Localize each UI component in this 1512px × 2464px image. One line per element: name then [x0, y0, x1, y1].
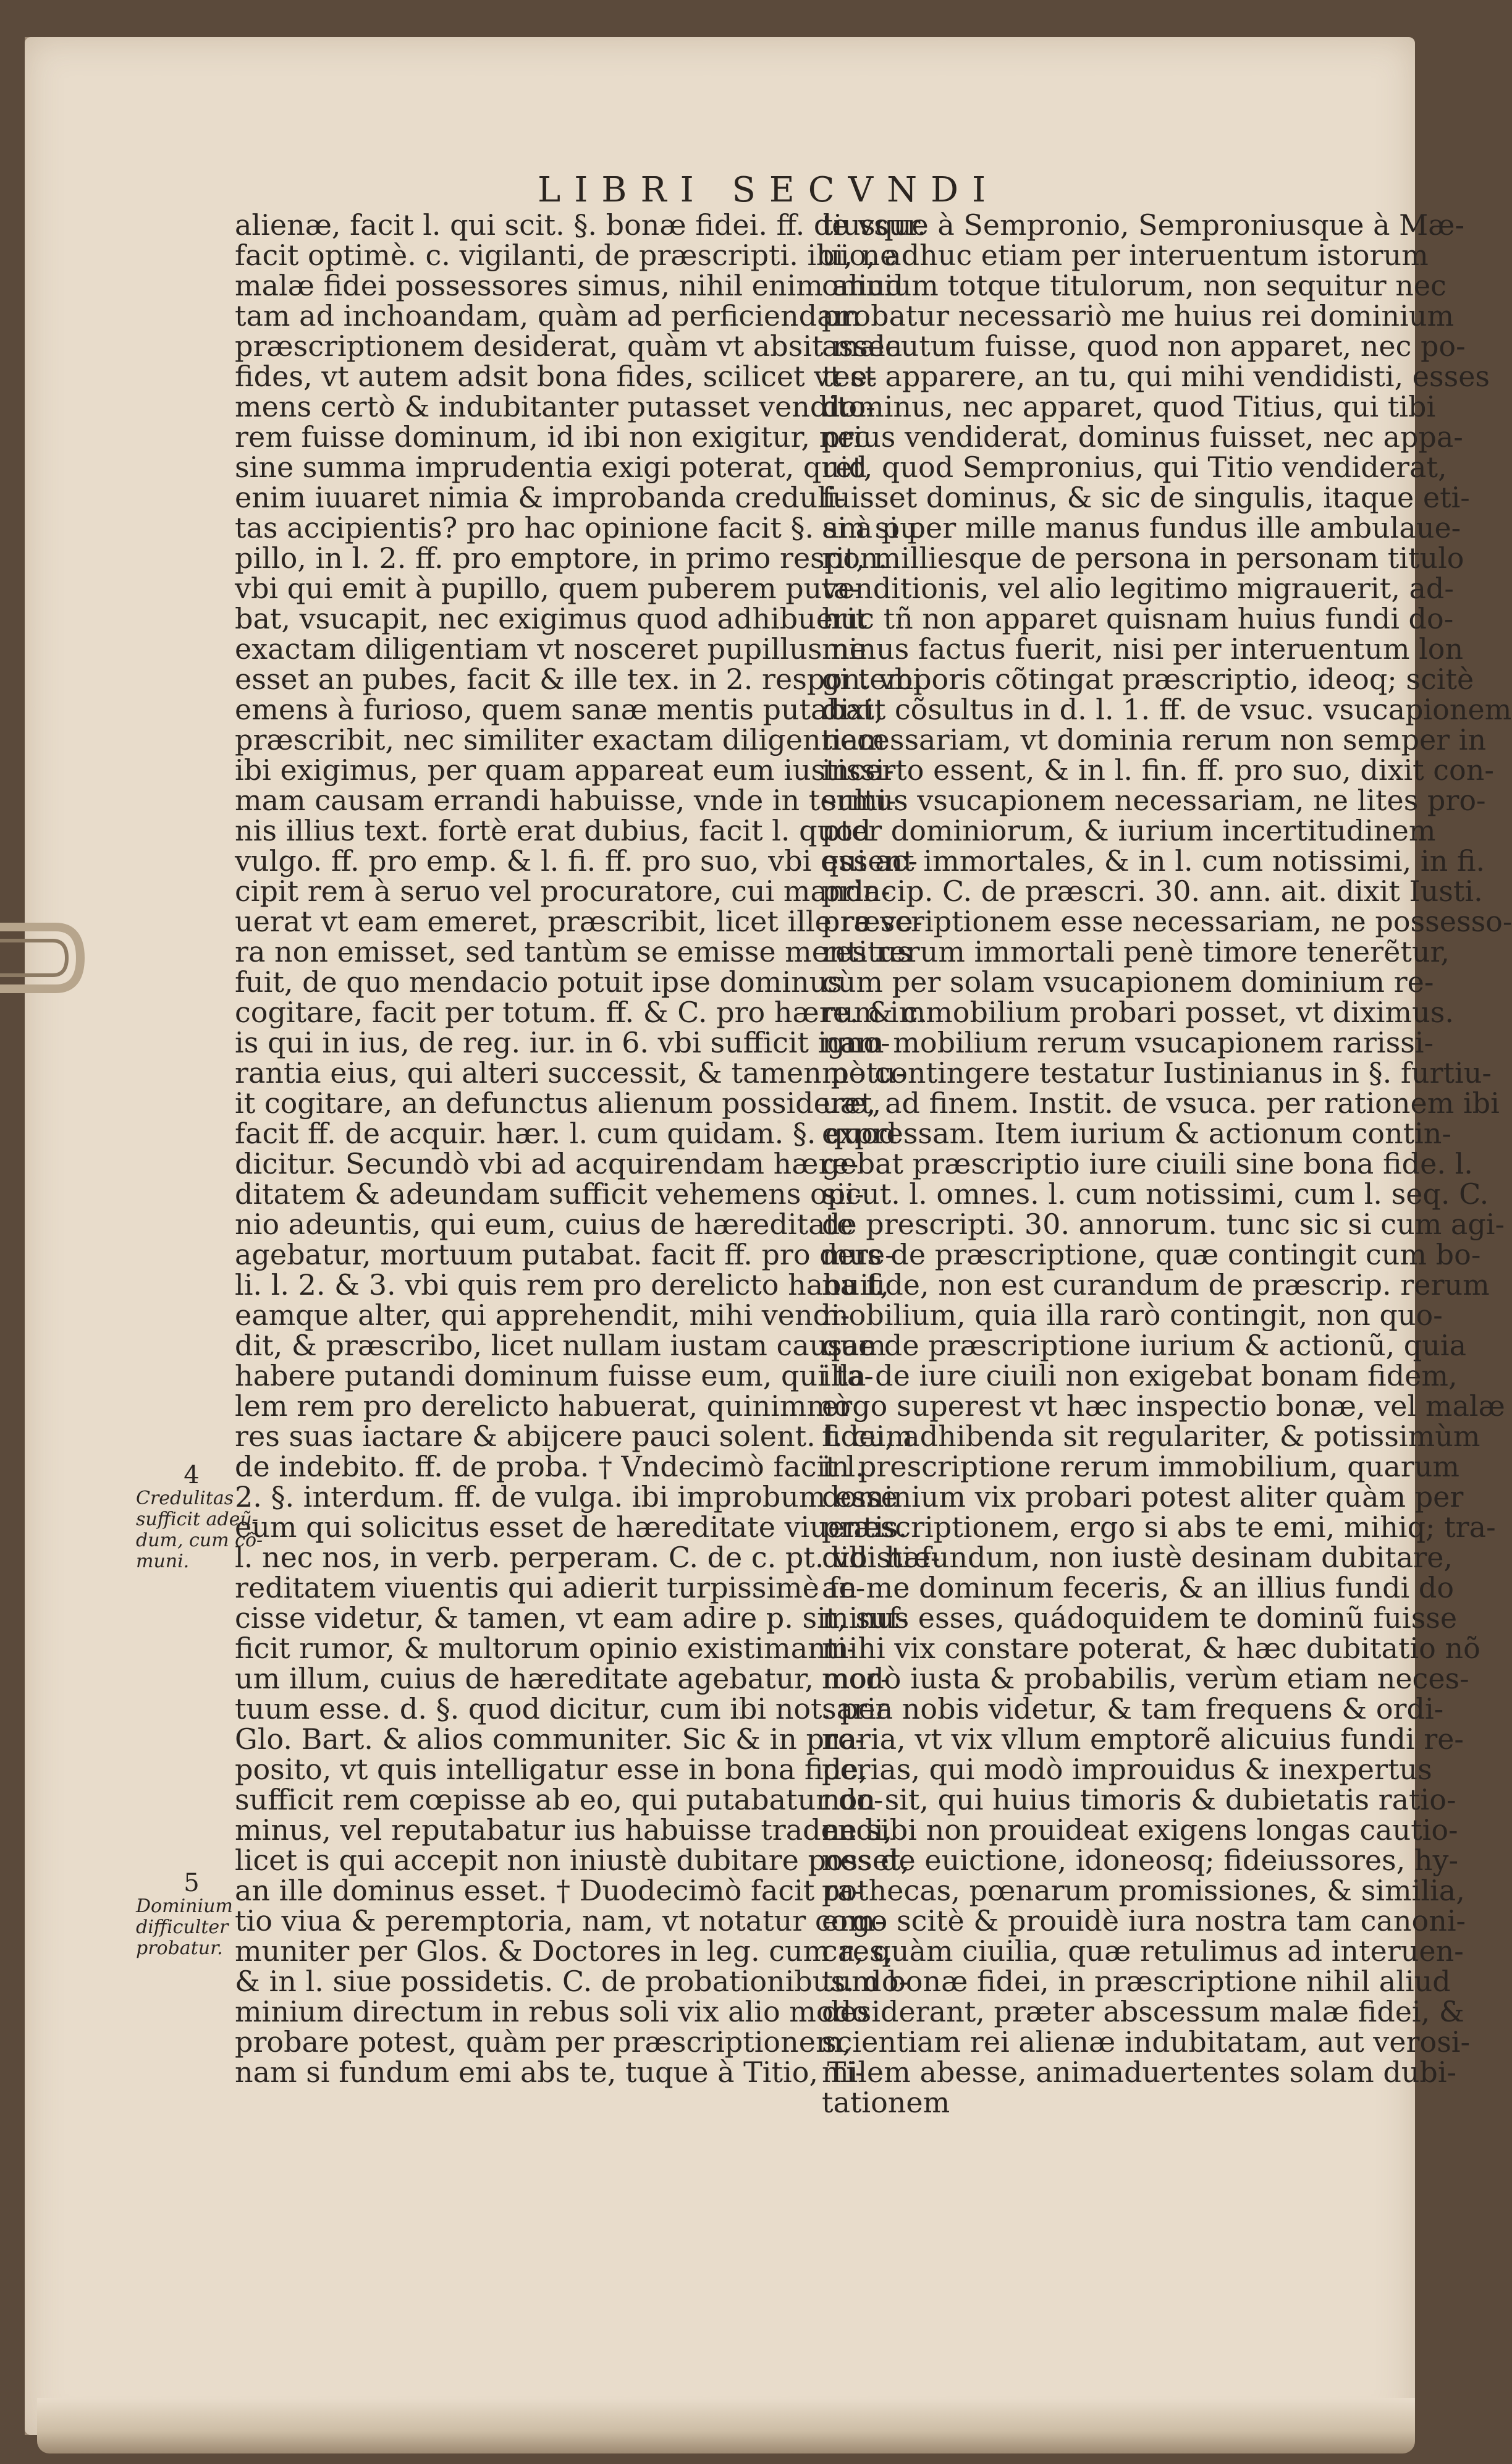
text-line: præscribit, nec similiter exactam diligentiam — [235, 723, 885, 756]
text-line: cùm per solam vsucapionem dominium re- — [822, 965, 1434, 999]
page-edges — [37, 2398, 1415, 2453]
text-line: probare potest, quàm per præscriptionem, — [235, 2025, 852, 2059]
text-line: nio adeuntis, qui eum, cuius de hæreditate — [235, 1208, 854, 1241]
text-line: esset an pubes, facit & ille tex. in 2. respon. vbi — [235, 663, 922, 696]
text-line: naria, vt vix vllum emptorẽ alicuius fundi re- — [822, 1722, 1464, 1756]
text-line: que de præscriptione iurium & actionũ, quia — [822, 1329, 1467, 1362]
right-text-column — [822, 208, 1512, 2119]
text-line: dicitur. Secundò vbi ad acquirendam hære- — [235, 1147, 859, 1180]
text-line: cogitare, facit per totum. ff. & C. pro hære. & c. — [235, 996, 927, 1029]
gloss-number: 4 — [184, 1461, 200, 1489]
text-line: de indebito. ff. de proba. † Vndecimò facit l. — [235, 1450, 864, 1483]
text-line: perias, qui modò improuidus & inexpertus — [822, 1753, 1432, 1786]
text-line: non sit, qui huius timoris & dubietatis ratio- — [822, 1783, 1456, 1816]
text-line: mè contingere testatur Iustinianus in §. furtiu- — [822, 1056, 1492, 1090]
text-line: gi temporis cõtingat præscriptio, ideoq; scitè — [822, 663, 1474, 696]
text-line: mus de præscriptione, quæ contingit cum bo- — [822, 1238, 1481, 1271]
text-line: minus, vel reputabatur ius habuisse tradendi, — [235, 1813, 893, 1847]
text-line: enim iuuaret nimia & improbanda creduli- — [235, 481, 846, 514]
text-line: emens à furioso, quem sanæ mentis putabat, — [235, 693, 884, 726]
gloss-line: probatur. — [136, 1937, 223, 1959]
text-line: prius vendiderat, dominus fuisset, nec appa- — [822, 420, 1463, 454]
text-line: tas accipientis? pro hac opinione facit §. si à pu — [235, 511, 918, 544]
text-line: minus esses, quádoquidem te dominũ fuisse — [822, 1601, 1458, 1635]
text-line: probatur necessariò me huius rei dominium — [822, 299, 1455, 332]
text-line: pter dominiorum, & iurium incertitudinem — [822, 814, 1436, 847]
text-line: am si per mille manus fundus ille ambulaue- — [822, 511, 1461, 544]
text-line: fidei, adhibenda sit regulariter, & potissimùm — [822, 1420, 1480, 1453]
text-line: & in l. siue possidetis. C. de probationibus. do- — [235, 1965, 908, 1998]
text-line: ret, quod Sempronius, qui Titio vendiderat, — [822, 451, 1447, 484]
text-line: milem abesse, animaduertentes solam dubi- — [822, 2055, 1457, 2089]
text-line: præscriptionem esse necessariam, ne possesso- — [822, 905, 1512, 938]
text-line: mobilium, quia illa rarò contingit, non quo- — [822, 1298, 1443, 1332]
text-line: venditionis, vel alio legitimo migrauerit, ad- — [822, 572, 1454, 605]
text-line: test apparere, an tu, qui mihi vendidisti, esses — [822, 360, 1490, 393]
text-line: ra non emisset, sed tantùm se emisse mentitus — [235, 935, 912, 968]
margin-gloss-dominium — [136, 1869, 247, 1959]
gloss-line: muni. — [136, 1551, 190, 1572]
text-line: pothecas, pœnarum promissiones, & similia, — [822, 1874, 1465, 1907]
text-line: dit, & præscribo, licet nullam iustam causam — [235, 1329, 887, 1362]
text-line: minus factus fuerit, nisi per interuentum lon — [822, 632, 1464, 666]
text-line: nam si fundum emi abs te, tuque à Titio, Ti- — [235, 2055, 865, 2089]
text-line: l. nec nos, in verb. perperam. C. de c. pt. vbi hæ- — [235, 1541, 940, 1574]
text-line: necessariam, vt dominia rerum non semper in — [822, 723, 1487, 756]
text-line: malæ fidei possessores simus, nihil enim aliud — [235, 269, 904, 302]
text-line: facit ff. de acquir. hær. l. cum quidam. §. quod — [235, 1117, 897, 1150]
text-line: essent immortales, & in l. cum notissimi, in fi. — [822, 844, 1485, 878]
text-line: fides, vt autem adsit bona fides, scilicet vt e- — [235, 360, 877, 393]
text-line: rum immobilium probari posset, vt diximus. — [822, 996, 1454, 1029]
text-line: fuisset dominus, & sic de singulis, itaque eti- — [822, 481, 1470, 514]
text-line: vbi qui emit à pupillo, quem puberem puta- — [235, 572, 860, 605]
text-line: mens certò & indubitanter putasset vendito- — [235, 390, 876, 423]
text-line: alienæ, facit l. qui scit. §. bonæ fidei. ff. de vsur. — [235, 208, 926, 242]
text-line: an ille dominus esset. † Duodecimò facit ra- — [235, 1874, 864, 1907]
gloss-line: Dominium — [136, 1895, 233, 1917]
text-line: tum bonæ fidei, in præscriptione nihil aliud — [822, 1965, 1451, 1998]
paper-clip-icon — [0, 902, 87, 1014]
text-line: it cogitare, an defunctus alienum possideret, — [235, 1086, 882, 1120]
text-line: Glo. Bart. & alios communiter. Sic & in pro- — [235, 1722, 865, 1756]
text-line: res suas iactare & abijcere pauci solent. l. cum — [235, 1420, 913, 1453]
text-line: muniter per Glos. & Doctores in leg. cum res, — [235, 1934, 893, 1968]
text-line: incerto essent, & in l. fin. ff. pro suo, dixit con- — [822, 753, 1494, 787]
text-line: facit optimè. c. vigilanti, de præscripti. ibi, ne — [235, 239, 897, 272]
text-line: assecutum fuisse, quod non apparet, nec po- — [822, 329, 1466, 363]
text-line: modò iusta & probabilis, verùm etiam neces- — [822, 1662, 1469, 1695]
text-line: uæ, ad finem. Instit. de vsuca. per rationem ibi — [822, 1086, 1500, 1120]
text-line: eamque alter, qui apprehendit, mihi vendi- — [235, 1298, 850, 1332]
text-line: habere putandi dominum fuisse eum, qui ta- — [235, 1359, 874, 1392]
text-line: rit, milliesque de persona in personam titulo — [822, 541, 1464, 575]
text-line: na fide, non est curandum de præscrip. rerum — [822, 1268, 1490, 1302]
gloss-line: dum, cum cõ- — [136, 1530, 263, 1551]
text-line: cipit rem à seruo vel procuratore, cui manda- — [235, 874, 890, 908]
text-line: ca, quàm ciuilia, quæ retulimus ad interuen- — [822, 1934, 1464, 1968]
text-line: nis illius text. fortè erat dubius, facit l. quod — [235, 814, 871, 847]
text-line: minium directum in rebus soli vix alio modo — [235, 1995, 869, 2028]
text-line: ergo scitè & prouidè iura nostra tam canoni- — [822, 1904, 1466, 1937]
text-line: an me dominum feceris, & an illius fundi do — [822, 1571, 1455, 1604]
text-line: reditatem viuentis qui adierit turpissimè fe- — [235, 1571, 866, 1604]
text-line: li. l. 2. & 3. vbi quis rem pro derelicto habuit, — [235, 1268, 890, 1302]
text-line: licet is qui accepit non iniustè dubitare posset, — [235, 1844, 910, 1877]
text-line: omnium totque titulorum, non sequitur nec — [822, 269, 1447, 302]
text-line: ficit rumor, & multorum opinio existimanti- — [235, 1632, 856, 1665]
text-line: ergo superest vt hæc inspectio bonæ, vel malæ — [822, 1389, 1505, 1423]
text-line: uio, adhuc etiam per interuentum istorum — [822, 239, 1429, 272]
text-line: tiusque à Sempronio, Semproniusque à Mæ- — [822, 208, 1465, 242]
text-line: vulgo. ff. pro emp. & l. fi. ff. pro suo, vbi qui ac- — [235, 844, 918, 878]
text-line: princip. C. de præscri. 30. ann. ait. dixit Iusti. — [822, 874, 1483, 908]
text-line: rantia eius, qui alteri successit, & tamen potu- — [235, 1056, 906, 1090]
text-line: posito, vt quis intelligatur esse in bona fide, — [235, 1753, 868, 1786]
text-line: fuit, de quo mendacio potuit ipse dominus — [235, 965, 842, 999]
text-line: nam mobilium rerum vsucapionem rarissi- — [822, 1026, 1434, 1059]
text-line: exactam diligentiam vt nosceret pupillus ne — [235, 632, 866, 666]
text-line: eum qui solicitus esset de hæreditate viuentis. — [235, 1510, 908, 1544]
text-line: saria nobis videtur, & tam frequens & ordi- — [822, 1692, 1444, 1725]
text-line: tuum esse. d. §. quod dicitur, cum ibi not. per — [235, 1692, 889, 1725]
gloss-line: difficulter — [136, 1916, 229, 1938]
text-line: 2. §. interdum. ff. de vulga. ibi improbum esse — [235, 1480, 898, 1514]
text-line: de prescripti. 30. annorum. tunc sic si cum agi- — [822, 1208, 1505, 1241]
text-line: mihi vix constare poterat, & hæc dubitatio nõ — [822, 1632, 1480, 1665]
gloss-number: 5 — [184, 1869, 200, 1897]
text-line: desiderant, præter abscessum malæ fidei, & — [822, 1995, 1464, 2028]
text-line: nes de euictione, idoneosq; fideiussores, hy- — [822, 1844, 1459, 1877]
text-line: pillo, in l. 2. ff. pro emptore, in primo respon. — [235, 541, 888, 575]
left-text-column — [235, 208, 940, 2089]
gloss-line: Credulitas — [136, 1488, 234, 1509]
text-line: præscriptionem desiderat, quàm vt absit mala — [235, 329, 903, 363]
text-line: scientiam rei alienæ indubitatam, aut verosi- — [822, 2025, 1471, 2059]
text-line: lem rem pro derelicto habuerat, quinimmò — [235, 1389, 851, 1423]
text-line: cisse videtur, & tamen, vt eam adire p. sit, suf- — [235, 1601, 908, 1635]
text-line: res rerum immortali penè timore tenerẽtur, — [822, 935, 1450, 968]
text-line: is qui in ius, de reg. iur. in 6. vbi sufficit igno- — [235, 1026, 890, 1059]
text-line: dominus, nec apparet, quod Titius, qui tibi — [822, 390, 1436, 423]
text-line: sultus vsucapionem necessariam, ne lites pro- — [822, 784, 1486, 817]
text-line: ne sibi non prouideat exigens longas cautio- — [822, 1813, 1458, 1847]
text-line: um illum, cuius de hæreditate agebatur, mor- — [235, 1662, 890, 1695]
text-line: tationem — [822, 2086, 950, 2119]
text-line: præscriptionem, ergo si abs te emi, mihiq; tra- — [822, 1510, 1496, 1544]
text-line: ibi exigimus, per quam appareat eum iustissi- — [235, 753, 894, 787]
text-line: ditatem & adeundam sufficit vehemens opi- — [235, 1177, 864, 1211]
text-line: tio viua & peremptoria, nam, vt notatur com- — [235, 1904, 885, 1937]
text-line: uerat vt eam emeret, præscribit, licet ille re ve- — [235, 905, 923, 938]
text-line: sicut. l. omnes. l. cum notissimi, cum l. seq. C. — [822, 1177, 1489, 1211]
running-head: LIBRI SECVNDI — [538, 170, 1000, 210]
text-line: expressam. Item iurium & actionum contin- — [822, 1117, 1451, 1150]
text-line: sine summa imprudentia exigi poterat, quid — [235, 451, 868, 484]
text-line: agebatur, mortuum putabat. facit ff. pro dere- — [235, 1238, 895, 1271]
text-line: dixit cõsultus in d. l. 1. ff. de vsuc. vsucapionem — [822, 693, 1512, 726]
text-line: sufficit rem cœpisse ab eo, qui putabatur do- — [235, 1783, 884, 1816]
text-line: huc tñ non apparet quisnam huius fundi do- — [822, 602, 1454, 635]
text-line: dominium vix probari potest aliter quàm per — [822, 1480, 1464, 1514]
text-line: mam causam errandi habuisse, vnde in termi- — [235, 784, 897, 817]
text-line: illa de iure ciuili non exigebat bonam fidem, — [822, 1359, 1458, 1392]
text-line: in prescriptione rerum immobilium, quarum — [822, 1450, 1460, 1483]
text-line: didisti fundum, non iustè desinam dubitare, — [822, 1541, 1453, 1574]
margin-gloss-credulitas — [136, 1461, 263, 1572]
gloss-line: sufficit adeũ- — [136, 1509, 258, 1530]
text-line: bat, vsucapit, nec exigimus quod adhibuerit — [235, 602, 868, 635]
text-line: tam ad inchoandam, quàm ad perficiendam — [235, 299, 861, 332]
text-line: rem fuisse dominum, id ibi non exigitur, nec — [235, 420, 871, 454]
text-line: gebat præscriptio iure ciuili sine bona fide. l. — [822, 1147, 1473, 1180]
